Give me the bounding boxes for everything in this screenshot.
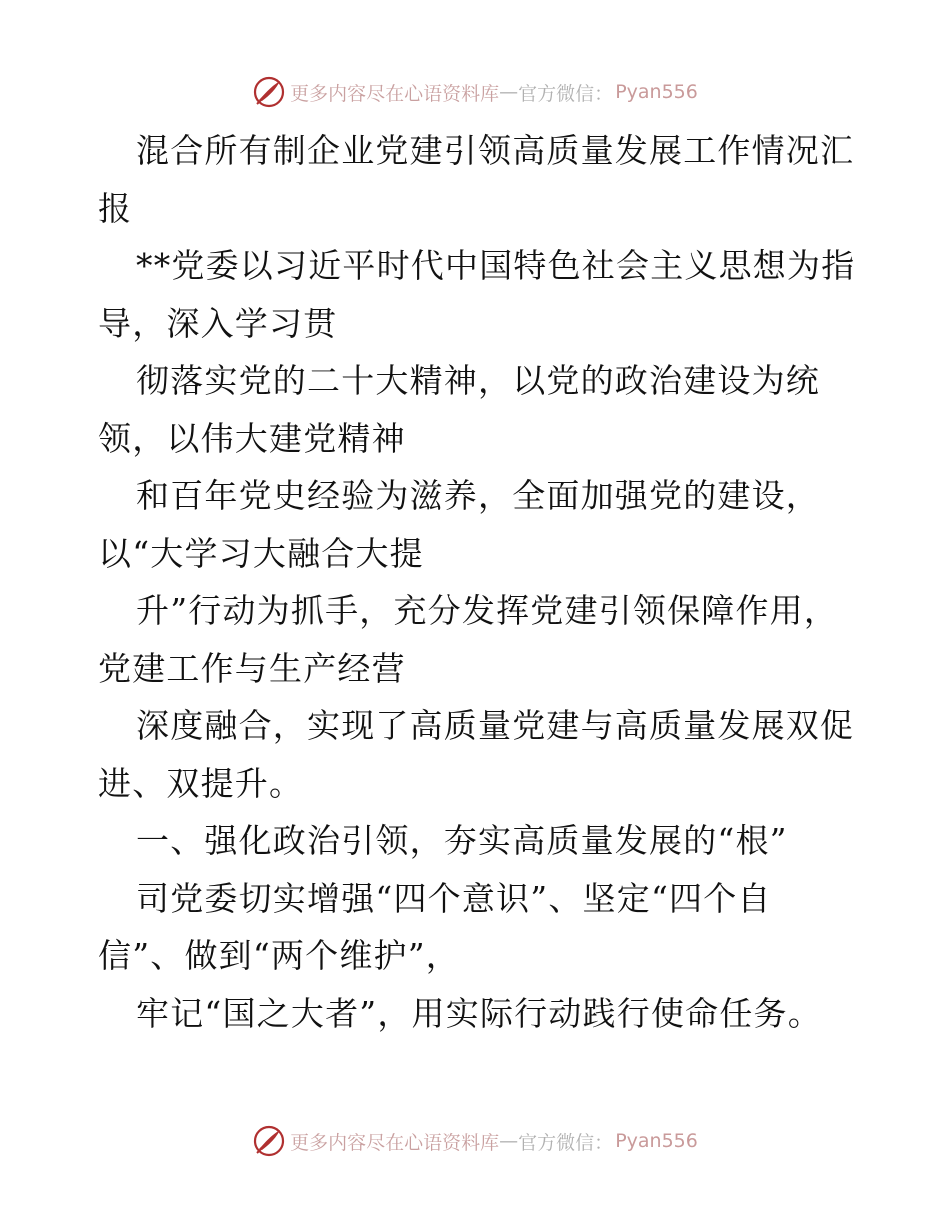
header-banner xyxy=(0,72,950,112)
paragraph: **党委以习近平时代中国特色社会主义思想为指导，深入学习贯 xyxy=(98,246,856,343)
paragraph: 司党委切实增强“四个意识”、坚定“四个自信”、做到“两个维护”， xyxy=(98,878,772,975)
contact-handle: Pyan556 xyxy=(615,1130,698,1152)
brand-text: 更多内容尽在心语资料库 xyxy=(290,82,500,105)
paragraph: 彻落实党的二十大精神，以党的政治建设为统领，以伟大建党精神 xyxy=(98,361,820,458)
paragraph: 和百年党史经验为滋养，全面加强党的建设，以“大学习大融合大提 xyxy=(98,476,820,573)
document-body xyxy=(98,122,858,1042)
paragraph: 深度融合，实现了高质量党建与高质量发展双促进、双提升。 xyxy=(98,706,855,803)
section-heading: 一、强化政治引领，夯实高质量发展的“根” xyxy=(136,821,788,860)
separator-dash: — xyxy=(499,1130,519,1152)
brand-text: 更多内容尽在心语资料库 xyxy=(290,1131,500,1154)
quill-pen-logo-icon xyxy=(252,1124,286,1158)
paragraph: 牢记“国之大者”，用实际行动践行使命任务。 xyxy=(136,993,822,1033)
separator-dash: — xyxy=(499,81,519,103)
quill-pen-logo-icon xyxy=(252,75,286,109)
footer-banner xyxy=(0,1121,950,1161)
contact-label: 官方微信： xyxy=(518,1131,614,1154)
document-title: 混合所有制企业党建引领高质量发展工作情况汇报 xyxy=(98,131,855,228)
contact-handle: Pyan556 xyxy=(615,81,698,103)
contact-label: 官方微信： xyxy=(518,82,614,105)
paragraph: 升”行动为抓手，充分发挥党建引领保障作用，党建工作与生产经营 xyxy=(98,591,839,688)
